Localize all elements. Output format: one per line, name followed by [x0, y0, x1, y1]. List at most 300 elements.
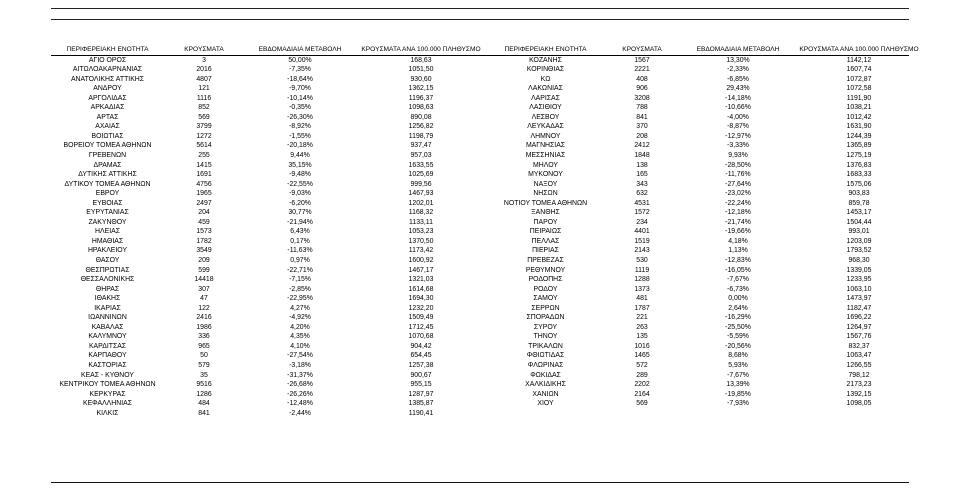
- cell-per-100k: 1256,82: [408, 123, 434, 131]
- col-header-cases: ΚΡΟΥΣΜΑΤΑ: [184, 46, 224, 53]
- cell-region: ΚΙΛΚΙΣ: [96, 409, 119, 417]
- cell-cases: 307: [198, 285, 210, 293]
- cell-region: ΚΩ: [540, 75, 551, 83]
- cell-per-100k: 832,37: [848, 342, 870, 350]
- cell-cases: 530: [636, 256, 648, 264]
- cell-weekly-change: -26,68%: [287, 381, 313, 389]
- cell-per-100k: 1072,58: [846, 85, 872, 93]
- cell-per-100k: 1509,49: [408, 314, 434, 322]
- cell-region: ΚΟΡΙΝΘΙΑΣ: [526, 66, 565, 74]
- col-header-per-100k: ΚΡΟΥΣΜΑΤΑ ΑΝΑ 100.000 ΠΛΗΘΥΣΜΟ: [799, 46, 919, 53]
- table-row: [489, 84, 929, 94]
- cell-cases: 1782: [196, 237, 212, 245]
- cell-weekly-change: 5,93%: [728, 362, 748, 369]
- cell-per-100k: 168,63: [410, 56, 432, 64]
- cell-region: ΑΓΙΟ ΟΡΟΣ: [88, 56, 127, 64]
- cell-weekly-change: -3,18%: [289, 362, 311, 369]
- cell-per-100k: 1631,90: [846, 123, 872, 131]
- col-header-weekly-change: ΕΒΔΟΜΑΔΙΑΙΑ ΜΕΤΑΒΟΛΗ: [696, 46, 780, 53]
- table-row: [51, 361, 491, 371]
- cell-weekly-change: 4,35%: [290, 333, 310, 341]
- cell-cases: 4531: [634, 199, 650, 207]
- table-row: [489, 227, 929, 237]
- cell-weekly-change: 13,30%: [726, 56, 750, 64]
- cell-region: ΑΡΤΑΣ: [96, 113, 119, 121]
- cell-cases: 1986: [196, 323, 212, 331]
- cell-per-100k: 1191,90: [846, 94, 872, 102]
- cell-region: ΛΕΣΒΟΥ: [531, 113, 560, 121]
- table-row: [489, 246, 929, 256]
- cell-per-100k: 968,30: [848, 256, 870, 264]
- cell-per-100k: 1168,32: [408, 209, 434, 217]
- table-row: [489, 113, 929, 123]
- cell-cases: 289: [636, 371, 648, 379]
- cell-weekly-change: -12,97%: [725, 132, 751, 140]
- cell-weekly-change: -10,66%: [725, 104, 751, 112]
- cell-region: ΠΕΙΡΑΙΩΣ: [529, 228, 562, 236]
- table-row: [51, 246, 491, 256]
- table-row: [51, 56, 491, 66]
- table-row: [51, 227, 491, 237]
- cell-weekly-change: -7,35%: [289, 66, 311, 74]
- cell-region: ΙΘΑΚΗΣ: [94, 295, 121, 303]
- table-row: [489, 371, 929, 381]
- table-row: [51, 275, 491, 285]
- cell-weekly-change: -22,95%: [287, 295, 313, 303]
- table-row: [51, 266, 491, 276]
- table-row: [51, 161, 491, 171]
- cell-per-100k: 1575,06: [846, 180, 872, 188]
- cell-weekly-change: -19,66%: [725, 228, 751, 236]
- cell-weekly-change: -22,71%: [287, 266, 313, 274]
- cell-weekly-change: -2,44%: [289, 409, 311, 417]
- cell-weekly-change: -21,94%: [287, 218, 313, 226]
- cell-weekly-change: 4,20%: [290, 323, 310, 331]
- cell-region: ΣΠΟΡΑΔΩΝ: [526, 314, 565, 322]
- cell-weekly-change: -6,85%: [727, 75, 749, 83]
- cell-per-100k: 1614,68: [408, 285, 434, 293]
- table-row: [489, 361, 929, 371]
- cell-weekly-change: -7,67%: [727, 276, 749, 284]
- cell-weekly-change: -1,55%: [289, 132, 311, 140]
- cell-region: ΚΑΒΑΛΑΣ: [91, 323, 124, 331]
- cell-weekly-change: 4,27%: [290, 304, 310, 312]
- cell-weekly-change: 1,13%: [728, 247, 748, 255]
- cell-weekly-change: -11,76%: [725, 171, 751, 179]
- cell-weekly-change: 9,93%: [728, 151, 748, 159]
- table-row: [489, 103, 929, 113]
- col-header-region: ΠΕΡΙΦΕΡΕΙΑΚΗ ΕΝΟΤΗΤΑ: [504, 46, 587, 53]
- table-row: [51, 380, 491, 390]
- cell-region: ΔΥΤΙΚΗΣ ΑΤΤΙΚΗΣ: [78, 171, 137, 179]
- table-row: [489, 332, 929, 342]
- cell-weekly-change: -20,18%: [287, 142, 313, 150]
- table-row: [51, 332, 491, 342]
- table-row: [489, 199, 929, 209]
- cell-per-100k: 1694,30: [408, 295, 434, 303]
- cell-weekly-change: 35,15%: [288, 161, 312, 169]
- cell-region: ΣΑΜΟΥ: [533, 295, 558, 303]
- cell-region: ΚΕΡΚΥΡΑΣ: [89, 390, 126, 398]
- col-header-cases: ΚΡΟΥΣΜΑΤΑ: [622, 46, 662, 53]
- table-row: [51, 304, 491, 314]
- cell-per-100k: 1266,55: [846, 362, 872, 369]
- cell-cases: 965: [198, 342, 210, 350]
- cell-weekly-change: -9,48%: [289, 171, 311, 179]
- cell-weekly-change: -7,67%: [727, 371, 749, 379]
- cell-region: ΠΑΡΟΥ: [533, 218, 558, 226]
- cell-region: ΓΡΕΒΕΝΩΝ: [88, 151, 127, 159]
- cell-per-100k: 957,03: [410, 151, 432, 159]
- table-row: [489, 218, 929, 228]
- table-row: [51, 256, 491, 266]
- cell-cases: 234: [636, 218, 648, 226]
- cell-region: ΦΘΙΩΤΙΔΑΣ: [526, 352, 565, 360]
- cell-cases: 35: [200, 371, 208, 379]
- cell-region: ΑΧΑΙΑΣ: [95, 123, 120, 131]
- top-rule: [51, 8, 909, 9]
- cell-cases: 2016: [196, 66, 212, 74]
- cell-per-100k: 1633,55: [408, 161, 434, 169]
- table-row: [51, 342, 491, 352]
- cell-cases: 336: [198, 333, 210, 341]
- cell-cases: 209: [198, 256, 210, 264]
- cell-weekly-change: -26,30%: [287, 113, 313, 121]
- cell-per-100k: 1712,45: [408, 323, 434, 331]
- cell-per-100k: 1362,15: [408, 85, 434, 93]
- cell-weekly-change: -12,48%: [287, 400, 313, 408]
- cell-region: ΙΩΑΝΝΙΝΩΝ: [88, 314, 127, 322]
- cell-cases: 1119: [634, 266, 650, 274]
- cell-cases: 4401: [634, 228, 650, 236]
- table-row: [51, 122, 491, 132]
- cell-region: ΤΗΝΟΥ: [533, 333, 558, 341]
- cell-cases: 3549: [196, 247, 212, 255]
- cell-weekly-change: 4,18%: [728, 237, 748, 245]
- cell-weekly-change: -14,18%: [725, 94, 751, 102]
- cell-weekly-change: -20,56%: [725, 342, 751, 350]
- cell-region: ΚΑΣΤΟΡΙΑΣ: [88, 362, 127, 369]
- cell-region: ΛΑΡΙΣΑΣ: [531, 94, 560, 102]
- cell-region: ΧΙΟΥ: [537, 400, 554, 408]
- cell-region: ΕΥΡΥΤΑΝΙΑΣ: [86, 209, 129, 217]
- cell-weekly-change: 4,10%: [290, 342, 310, 350]
- cell-per-100k: 1232,20: [408, 304, 434, 312]
- cell-weekly-change: -0,35%: [289, 104, 311, 112]
- col-header-weekly-change: ΕΒΔΟΜΑΔΙΑΙΑ ΜΕΤΑΒΟΛΗ: [258, 46, 342, 53]
- cell-per-100k: 903,83: [848, 190, 870, 198]
- cell-region: ΚΕΝΤΡΙΚΟΥ ΤΟΜΕΑ ΑΘΗΝΩΝ: [59, 381, 156, 389]
- table-row: [489, 75, 929, 85]
- cell-region: ΣΕΡΡΩΝ: [531, 304, 560, 312]
- cell-weekly-change: -9,70%: [289, 85, 311, 93]
- table-row: [51, 399, 491, 409]
- cell-cases: 2412: [634, 142, 650, 150]
- cell-region: ΚΕΑΣ - ΚΥΘΝΟΥ: [80, 371, 135, 379]
- cell-cases: 263: [636, 323, 648, 331]
- cell-weekly-change: -23,02%: [725, 190, 751, 198]
- cell-weekly-change: -8,87%: [727, 123, 749, 131]
- cell-per-100k: 930,60: [410, 75, 432, 83]
- cell-region: ΒΟΙΩΤΙΑΣ: [91, 132, 124, 140]
- cell-region: ΚΑΛΥΜΝΟΥ: [88, 333, 127, 341]
- cell-per-100k: 999,56: [410, 180, 432, 188]
- cell-per-100k: 1133,11: [409, 218, 433, 226]
- cell-cases: 788: [636, 104, 648, 112]
- cell-region: ΘΑΣΟΥ: [95, 256, 120, 264]
- cell-per-100k: 904,42: [410, 342, 432, 350]
- cell-region: ΙΚΑΡΙΑΣ: [94, 304, 121, 312]
- table-row: [489, 390, 929, 400]
- cell-per-100k: 1793,52: [846, 247, 872, 255]
- cell-per-100k: 1376,83: [846, 161, 872, 169]
- cell-region: ΝΟΤΙΟΥ ΤΟΜΕΑ ΑΘΗΝΩΝ: [503, 199, 588, 207]
- cell-per-100k: 1244,39: [846, 132, 872, 140]
- right-header-row: [489, 45, 929, 55]
- cell-per-100k: 1182,47: [846, 304, 872, 312]
- cell-cases: 122: [198, 304, 210, 312]
- cell-region: ΖΑΚΥΝΘΟΥ: [88, 218, 127, 226]
- left-table-body: [51, 56, 491, 419]
- cell-weekly-change: -2,85%: [289, 285, 311, 293]
- cell-per-100k: 890,08: [410, 113, 432, 121]
- table-row: [51, 75, 491, 85]
- table-row: [51, 285, 491, 295]
- cell-weekly-change: 6,43%: [290, 228, 310, 236]
- table-row: [51, 84, 491, 94]
- cell-weekly-change: -16,05%: [725, 266, 751, 274]
- cell-cases: 1286: [196, 390, 212, 398]
- cell-region: ΧΑΝΙΩΝ: [532, 390, 559, 398]
- cell-per-100k: 1012,42: [846, 113, 872, 121]
- cell-weekly-change: -12,18%: [725, 209, 751, 217]
- cell-weekly-change: 30,77%: [288, 209, 312, 217]
- cell-weekly-change: -9,03%: [289, 190, 311, 198]
- cell-region: ΑΝΔΡΟΥ: [93, 85, 122, 93]
- cell-per-100k: 1233,95: [846, 276, 872, 284]
- cell-per-100k: 1063,47: [846, 352, 872, 360]
- cell-cases: 579: [198, 362, 210, 369]
- cell-weekly-change: 29,43%: [726, 85, 750, 93]
- table-row: [51, 189, 491, 199]
- cell-per-100k: 1025,69: [408, 171, 434, 179]
- cell-region: ΔΥΤΙΚΟΥ ΤΟΜΕΑ ΑΘΗΝΩΝ: [64, 180, 151, 188]
- table-row: [489, 342, 929, 352]
- cell-per-100k: 1275,19: [846, 151, 872, 159]
- cell-per-100k: 1257,38: [408, 362, 434, 369]
- table-row: [51, 390, 491, 400]
- cell-cases: 1573: [196, 228, 212, 236]
- cell-region: ΦΩΚΙΔΑΣ: [530, 371, 561, 379]
- cell-region: ΤΡΙΚΑΛΩΝ: [528, 342, 563, 350]
- cell-cases: 2164: [634, 390, 650, 398]
- cell-region: ΠΕΛΛΑΣ: [531, 237, 560, 245]
- cell-region: ΜΕΣΣΗΝΙΑΣ: [525, 151, 566, 159]
- cell-cases: 841: [636, 113, 648, 121]
- cell-cases: 1373: [634, 285, 650, 293]
- cell-per-100k: 1142,12: [846, 56, 872, 64]
- cell-per-100k: 1196,37: [408, 94, 434, 102]
- cell-per-100k: 1190,41: [408, 409, 434, 417]
- table-row: [489, 141, 929, 151]
- cell-cases: 481: [636, 295, 648, 303]
- cell-cases: 4756: [196, 180, 212, 188]
- table-row: [489, 285, 929, 295]
- right-table: [489, 45, 929, 409]
- cell-region: ΒΟΡΕΙΟΥ ΤΟΜΕΑ ΑΘΗΝΩΝ: [63, 142, 152, 150]
- table-row: [489, 132, 929, 142]
- table-row: [51, 65, 491, 75]
- table-row: [489, 151, 929, 161]
- cell-per-100k: 1321,03: [408, 276, 434, 284]
- cell-cases: 408: [636, 75, 648, 83]
- cell-cases: 2143: [634, 247, 650, 255]
- cell-per-100k: 1504,44: [846, 218, 872, 226]
- cell-region: ΚΕΦΑΛΛΗΝΙΑΣ: [82, 400, 132, 408]
- cell-cases: 2202: [634, 381, 650, 389]
- cell-per-100k: 859,78: [848, 199, 870, 207]
- cell-weekly-change: -11,63%: [287, 247, 313, 255]
- cell-region: ΛΑΚΩΝΙΑΣ: [528, 85, 563, 93]
- cell-cases: 47: [200, 295, 208, 303]
- table-row: [489, 380, 929, 390]
- cell-cases: 569: [636, 400, 648, 408]
- cell-weekly-change: 0,17%: [290, 237, 310, 245]
- cell-weekly-change: -18,64%: [287, 75, 313, 83]
- cell-region: ΛΗΜΝΟΥ: [530, 132, 561, 140]
- table-row: [51, 294, 491, 304]
- cell-per-100k: 1098,63: [408, 104, 434, 112]
- cell-weekly-change: -25,50%: [725, 323, 751, 331]
- cell-region: ΚΑΡΔΙΤΣΑΣ: [88, 342, 127, 350]
- cell-per-100k: 1072,87: [846, 75, 872, 83]
- cell-per-100k: 937,47: [410, 142, 432, 150]
- cell-cases: 1415: [196, 161, 212, 169]
- cell-cases: 9516: [196, 381, 212, 389]
- cell-per-100k: 1202,01: [408, 199, 434, 207]
- cell-cases: 1965: [196, 190, 212, 198]
- cell-cases: 1272: [196, 132, 212, 140]
- cell-cases: 14418: [194, 276, 214, 284]
- cell-weekly-change: -19,85%: [725, 390, 751, 398]
- cell-per-100k: 1098,05: [846, 400, 872, 408]
- cell-cases: 208: [636, 132, 648, 140]
- cell-cases: 3799: [196, 123, 212, 131]
- cell-cases: 1519: [634, 237, 650, 245]
- cell-weekly-change: -26,26%: [287, 390, 313, 398]
- cell-weekly-change: -22,24%: [725, 199, 751, 207]
- table-row: [489, 189, 929, 199]
- cell-per-100k: 1385,87: [408, 400, 434, 408]
- cell-region: ΛΑΣΙΘΙΟΥ: [529, 104, 562, 112]
- cell-cases: 135: [636, 333, 648, 341]
- cell-region: ΦΛΩΡΙΝΑΣ: [527, 362, 564, 369]
- cell-weekly-change: -5,59%: [727, 333, 749, 341]
- cell-per-100k: 1467,17: [408, 266, 434, 274]
- cell-cases: 569: [198, 113, 210, 121]
- cell-cases: 1288: [634, 276, 650, 284]
- cell-region: ΗΜΑΘΙΑΣ: [91, 237, 124, 245]
- cell-per-100k: 2173,23: [846, 381, 872, 389]
- table-row: [489, 266, 929, 276]
- cell-cases: 255: [198, 151, 210, 159]
- cell-per-100k: 654,45: [410, 352, 432, 360]
- cell-weekly-change: -4,00%: [727, 113, 749, 121]
- cell-weekly-change: 2,64%: [728, 304, 748, 312]
- cell-per-100k: 798,12: [848, 371, 870, 379]
- col-header-per-100k: ΚΡΟΥΣΜΑΤΑ ΑΝΑ 100.000 ΠΛΗΘΥΣΜΟ: [361, 46, 481, 53]
- second-rule: [51, 19, 909, 20]
- cell-per-100k: 1173,42: [408, 247, 434, 255]
- table-row: [51, 151, 491, 161]
- cell-region: ΝΑΞΟΥ: [533, 180, 558, 188]
- cell-per-100k: 1339,05: [846, 266, 872, 274]
- cell-weekly-change: -21,74%: [725, 218, 751, 226]
- cell-per-100k: 1453,17: [846, 209, 872, 217]
- table-row: [51, 371, 491, 381]
- cell-weekly-change: 8,68%: [728, 352, 748, 360]
- cell-per-100k: 993,01: [848, 228, 870, 236]
- table-row: [51, 170, 491, 180]
- cell-cases: 632: [636, 190, 648, 198]
- cell-cases: 221: [636, 314, 648, 322]
- cell-region: ΔΡΑΜΑΣ: [93, 161, 122, 169]
- cell-per-100k: 1053,23: [408, 228, 434, 236]
- table-row: [489, 399, 929, 409]
- cell-weekly-change: -10,14%: [287, 94, 313, 102]
- cell-per-100k: 1370,50: [408, 237, 434, 245]
- cell-weekly-change: 13,39%: [726, 381, 750, 389]
- cell-cases: 5614: [196, 142, 212, 150]
- cell-per-100k: 1392,15: [846, 390, 872, 398]
- table-row: [51, 94, 491, 104]
- cell-per-100k: 1696,22: [846, 314, 872, 322]
- cell-cases: 138: [636, 161, 648, 169]
- table-row: [489, 94, 929, 104]
- table-row: [51, 208, 491, 218]
- cell-cases: 1116: [196, 94, 212, 102]
- cell-weekly-change: -2,33%: [727, 66, 749, 74]
- table-row: [489, 313, 929, 323]
- table-row: [489, 294, 929, 304]
- cell-cases: 484: [198, 400, 210, 408]
- table-row: [489, 180, 929, 190]
- cell-cases: 4807: [196, 75, 212, 83]
- cell-weekly-change: -7,15%: [289, 276, 311, 284]
- cell-per-100k: 1051,50: [408, 66, 434, 74]
- cell-per-100k: 1264,97: [846, 323, 872, 331]
- cell-per-100k: 1063,10: [846, 285, 872, 293]
- cell-weekly-change: -31,37%: [287, 371, 313, 379]
- cell-per-100k: 900,67: [410, 371, 432, 379]
- bottom-rule: [51, 482, 909, 483]
- cell-per-100k: 1467,93: [408, 190, 434, 198]
- cell-weekly-change: -16,29%: [725, 314, 751, 322]
- cell-cases: 852: [198, 104, 210, 112]
- cell-cases: 1572: [634, 209, 650, 217]
- table-row: [51, 313, 491, 323]
- table-row: [489, 170, 929, 180]
- table-row: [51, 351, 491, 361]
- table-row: [489, 351, 929, 361]
- cell-region: ΚΟΖΑΝΗΣ: [529, 56, 562, 64]
- cell-region: ΑΙΤΩΛΟΑΚΑΡΝΑΝΙΑΣ: [72, 66, 143, 74]
- table-row: [489, 65, 929, 75]
- cell-region: ΠΙΕΡΙΑΣ: [532, 247, 559, 255]
- table-row: [489, 56, 929, 66]
- cell-region: ΑΡΚΑΔΙΑΣ: [90, 104, 125, 112]
- cell-per-100k: 1600,92: [408, 256, 434, 264]
